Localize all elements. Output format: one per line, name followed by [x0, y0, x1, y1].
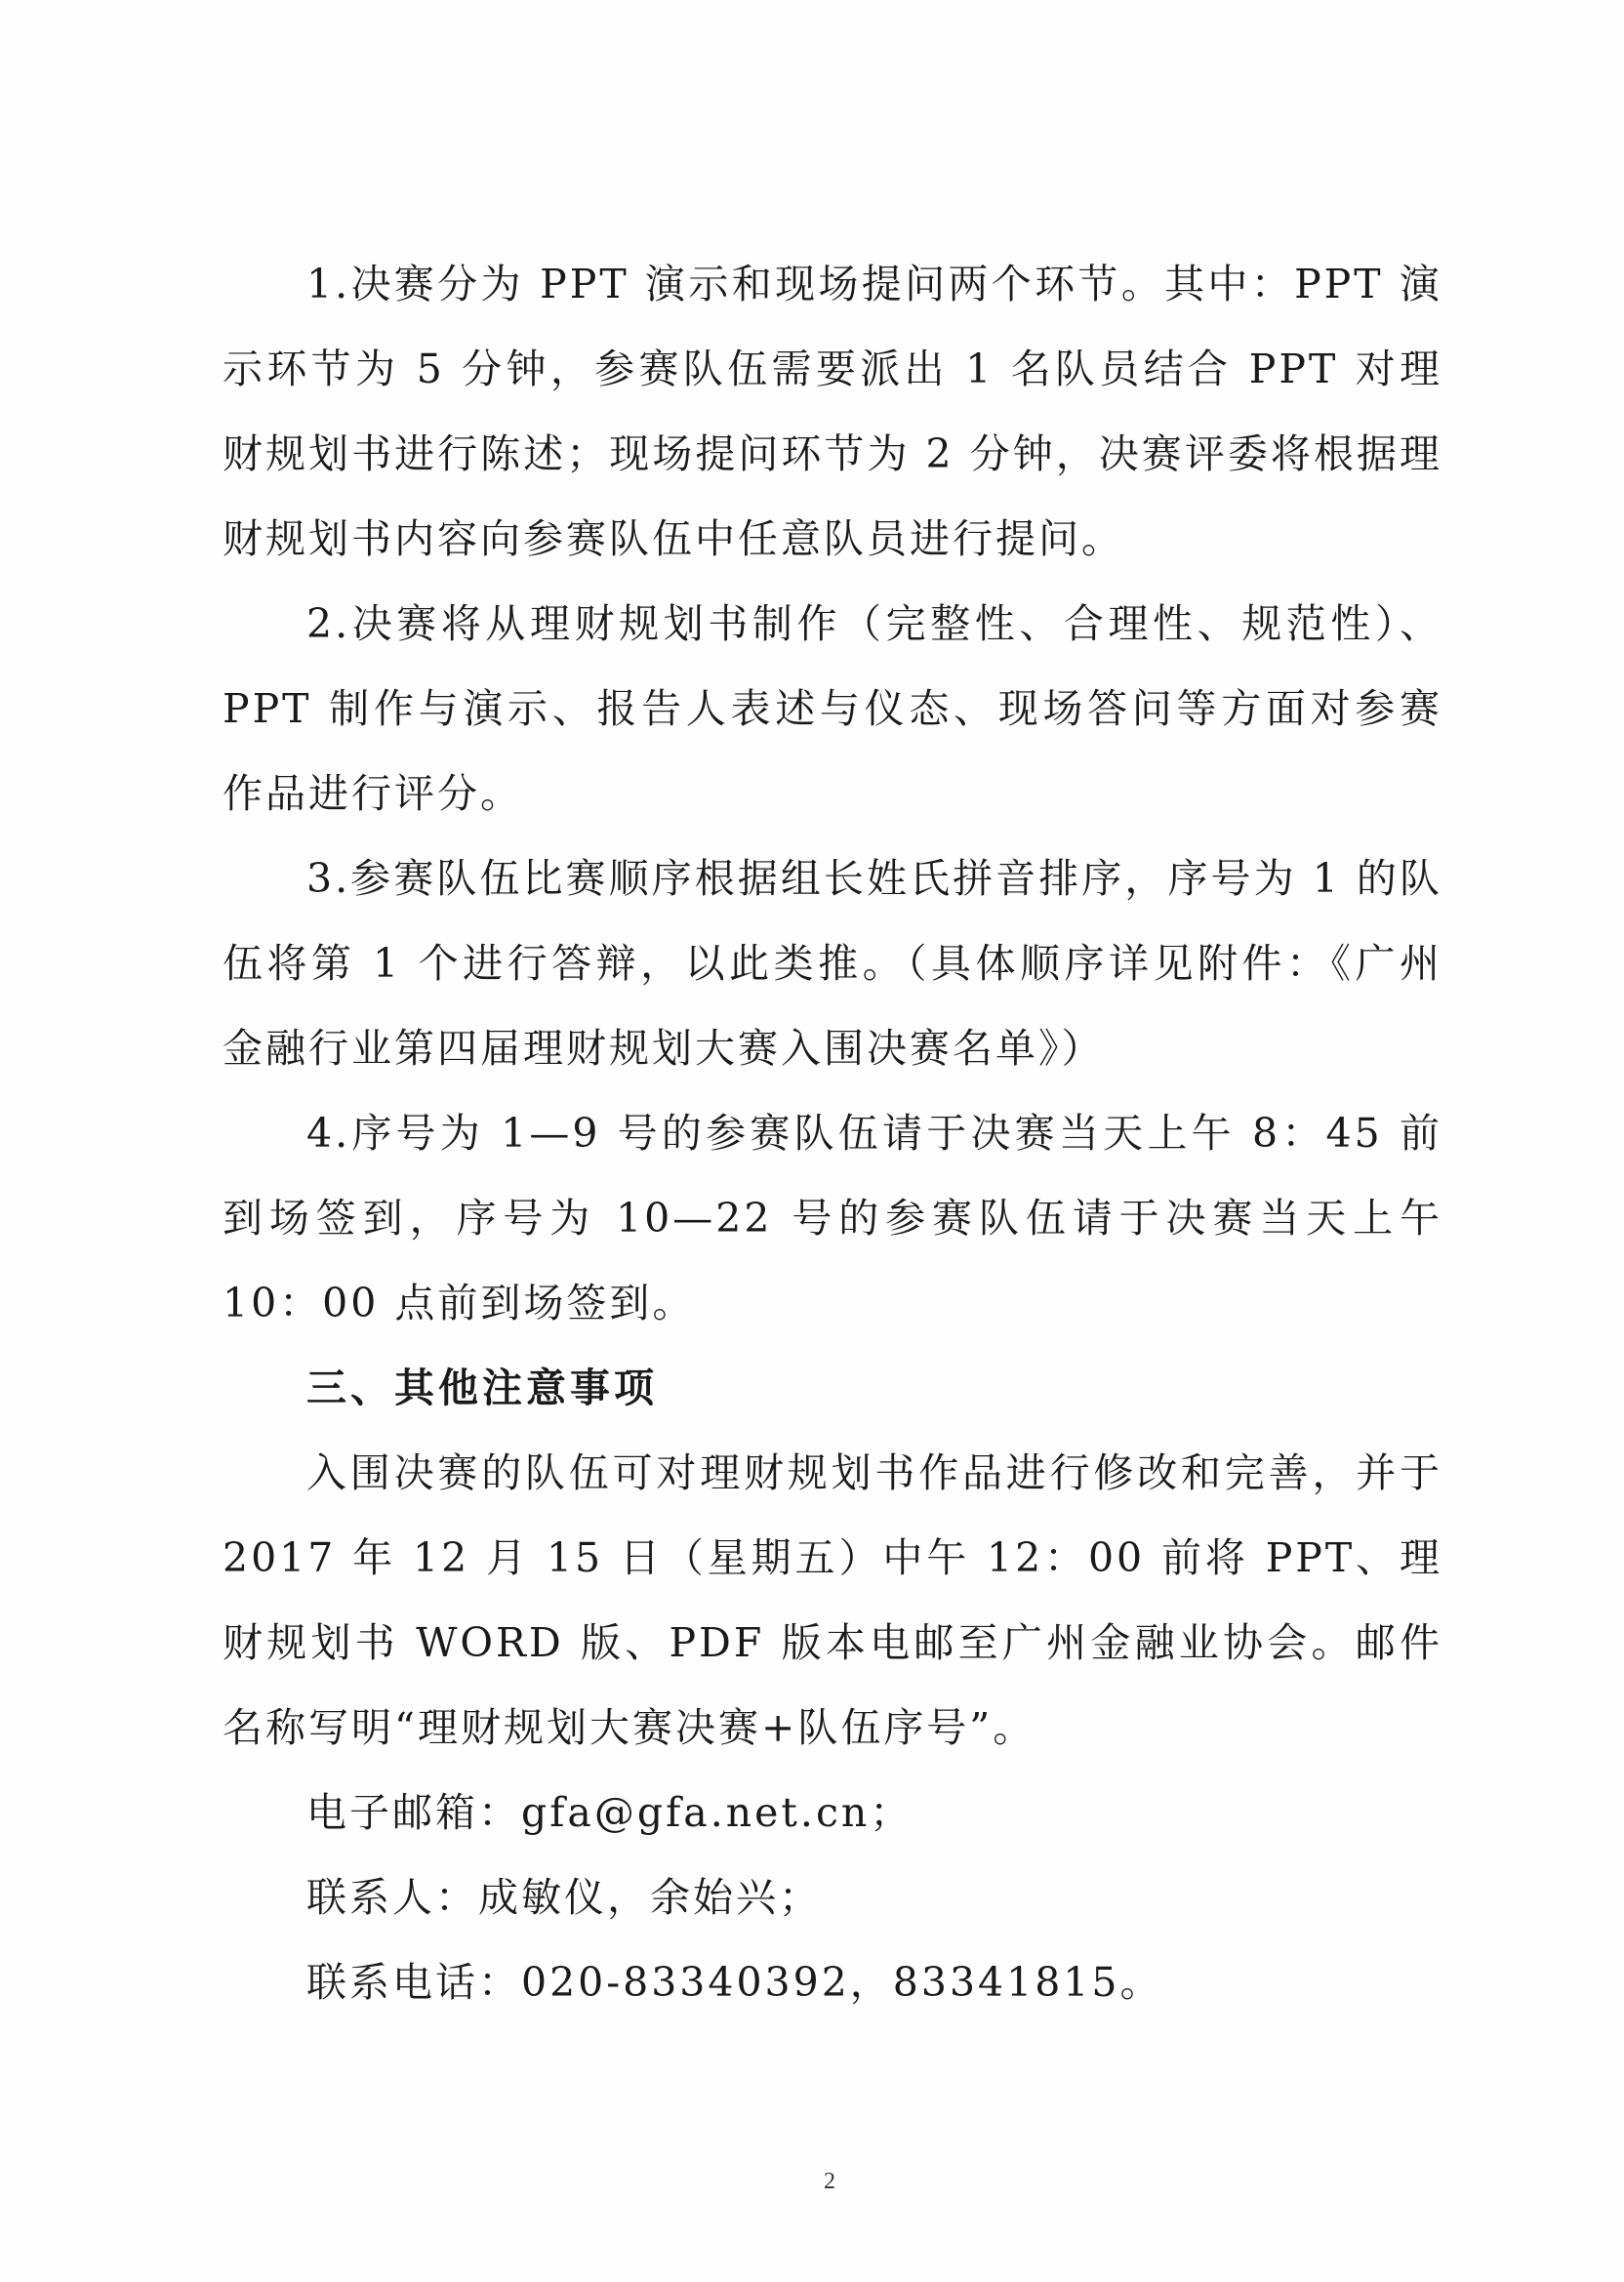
contact-phone: 联系电话：020-83340392，83341815。	[306, 1959, 1163, 2006]
contact-person: 联系人：成敏仪，余始兴；	[306, 1874, 822, 1921]
document-body	[223, 242, 1442, 2025]
paragraph-1: 1.决赛分为 PPT 演示和现场提问两个环节。其中：PPT 演示环节为 5 分钟，参赛队伍需要派出 1 名队员结合 PPT 对理财规划书进行陈述；现场提问环节为 2 分钟，决赛评委将根据理财规划书内容向参赛队伍中任意队员进行提问。	[223, 261, 1442, 562]
section-paragraph: 入围决赛的队伍可对理财规划书作品进行修改和完善，并于 2017 年 12 月 15 日（星期五）中午 12：00 前将 PPT、理财规划书 WORD 版、PDF 版本电邮至广州金融业协会。邮件名称写明“理财规划大赛决赛+队伍序号”。	[223, 1449, 1442, 1751]
paragraph-2: 2.决赛将从理财规划书制作（完整性、合理性、规范性）、PPT 制作与演示、报告人表述与仪态、现场答问等方面对参赛作品进行评分。	[223, 600, 1442, 817]
page-number: 2	[824, 2169, 835, 2194]
section-heading: 三、其他注意事项	[306, 1365, 658, 1411]
contact-email: 电子邮箱：gfa@gfa.net.cn；	[306, 1789, 914, 1836]
paragraph-4: 4.序号为 1—9 号的参赛队伍请于决赛当天上午 8：45 前到场签到，序号为 10—22 号的参赛队伍请于决赛当天上午 10：00 点前到场签到。	[223, 1110, 1442, 1326]
paragraph-3: 3.参赛队伍比赛顺序根据组长姓氏拼音排序，序号为 1 的队伍将第 1 个进行答辩，以此类推。（具体顺序详见附件：《广州金融行业第四届理财规划大赛入围决赛名单》）	[223, 855, 1442, 1072]
